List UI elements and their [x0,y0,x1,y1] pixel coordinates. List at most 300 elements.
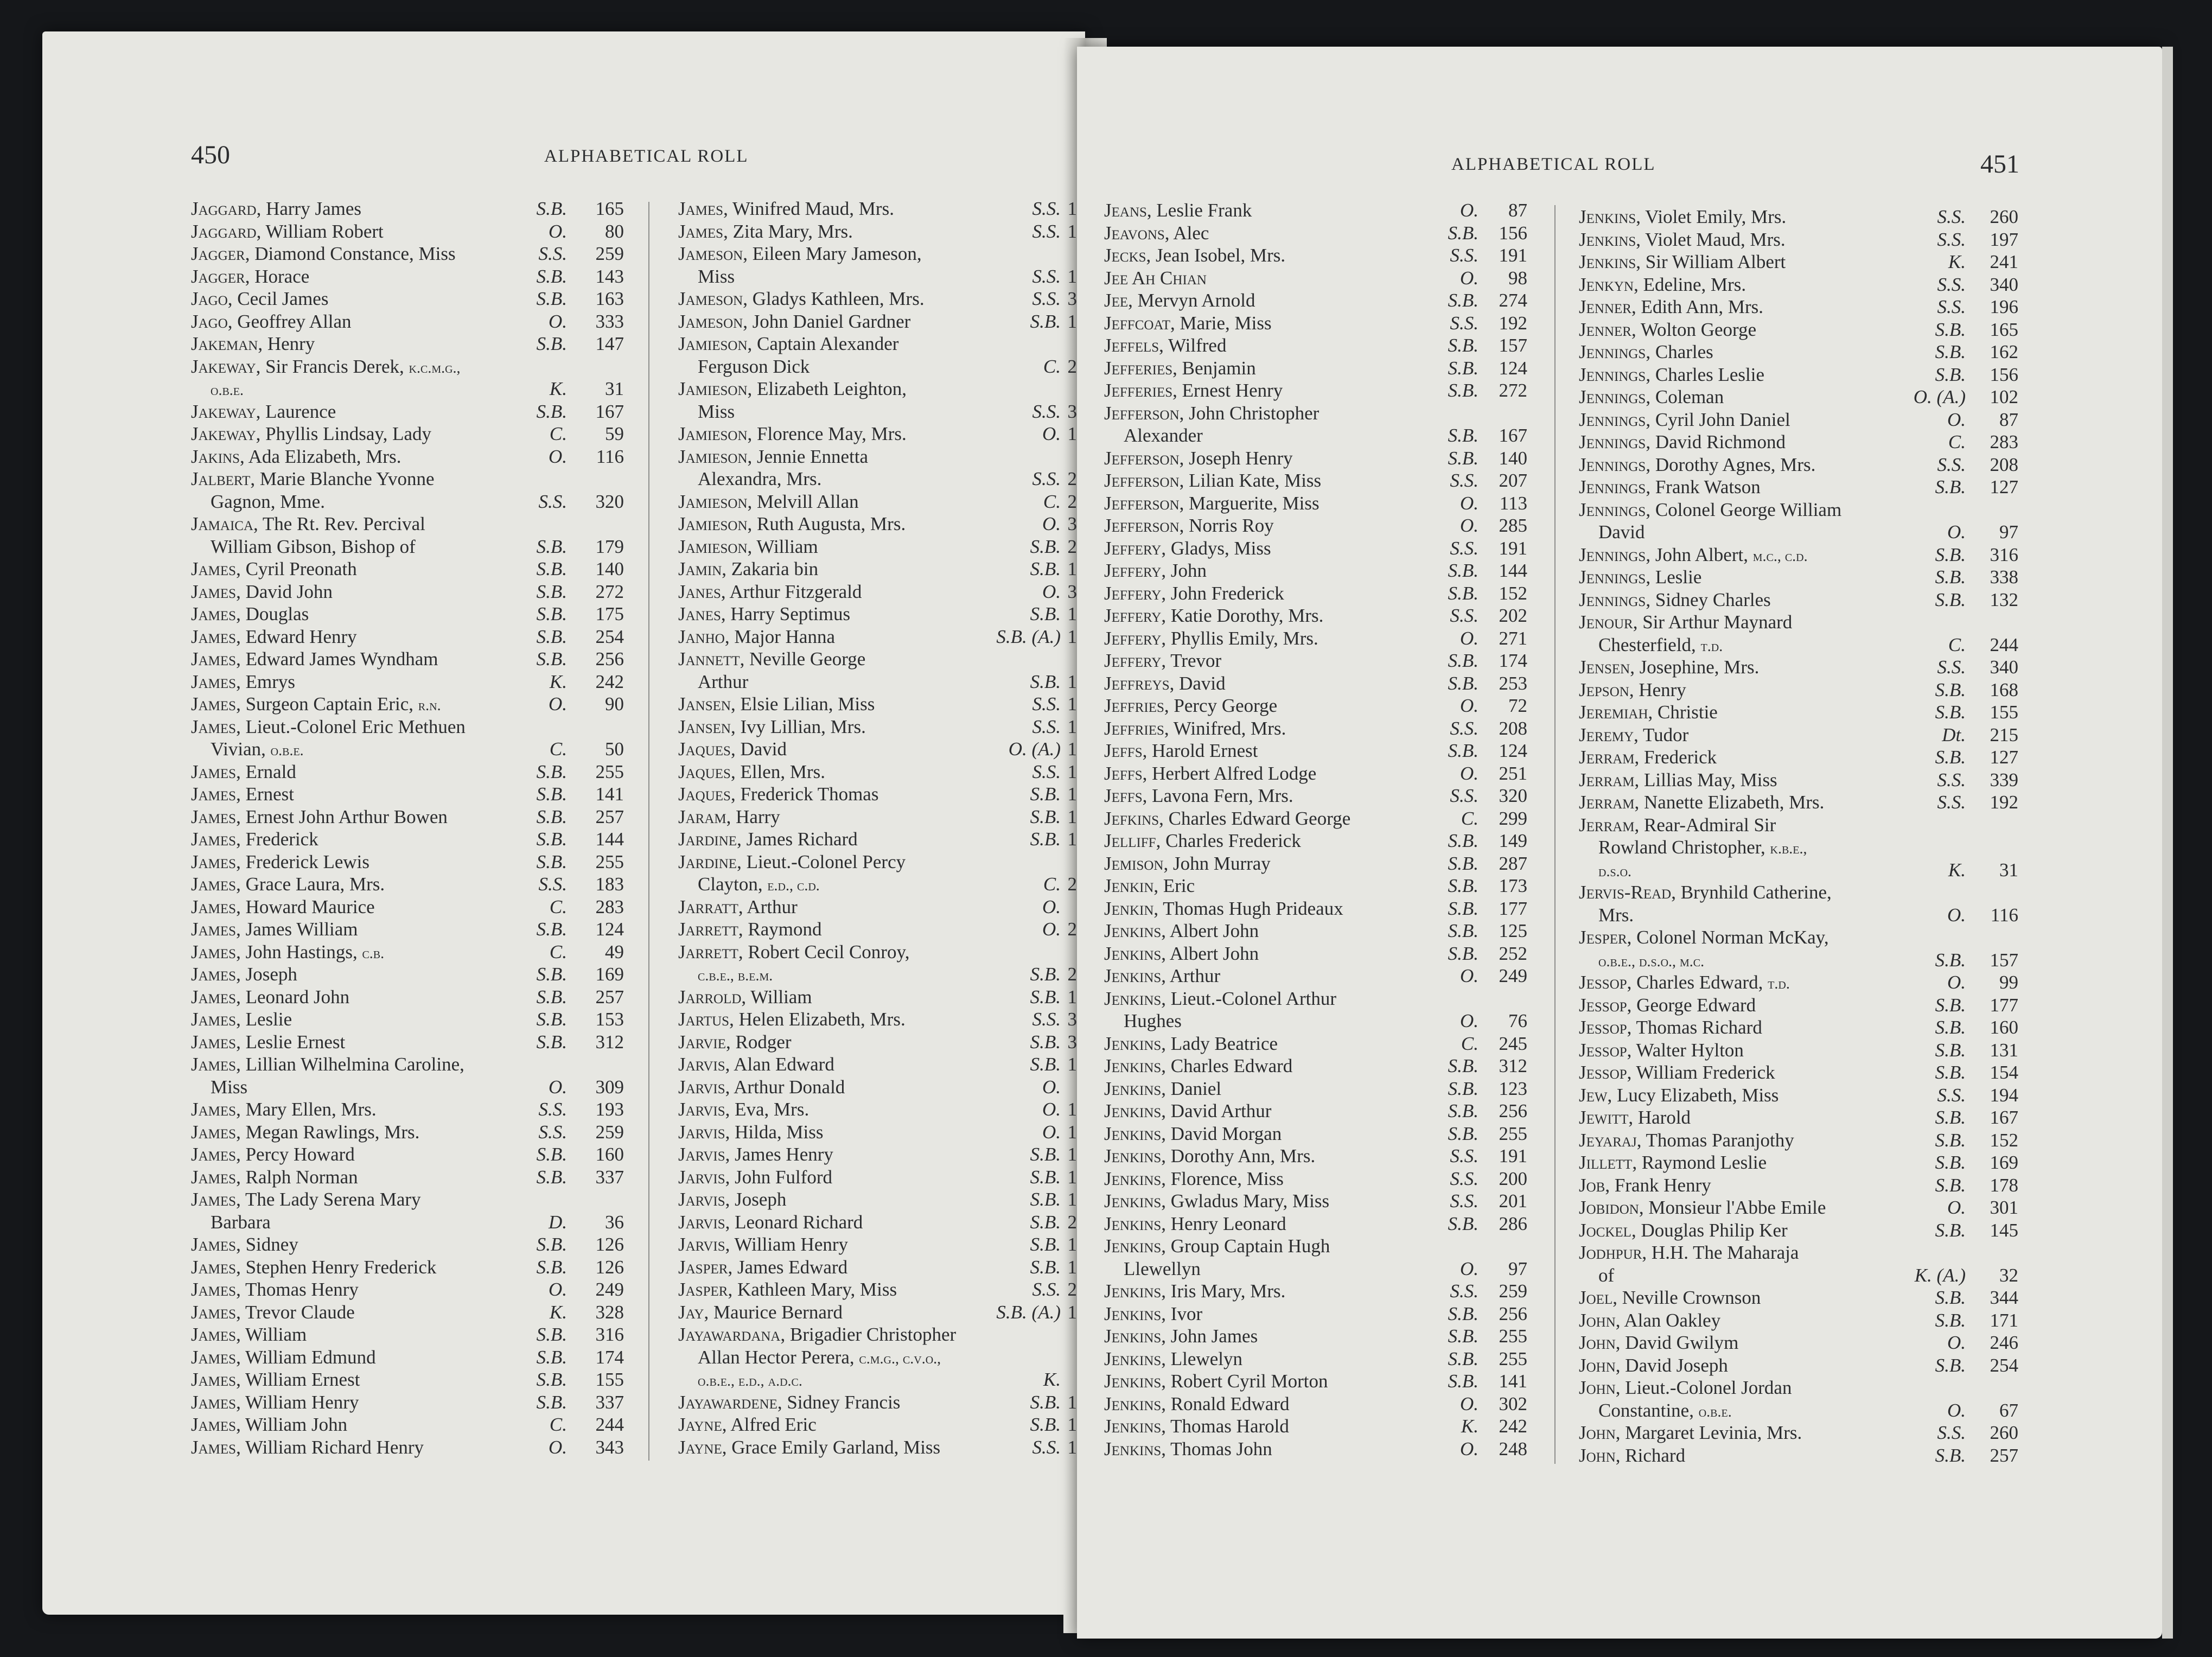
surname: Jenkins [1104,1280,1162,1302]
roll-entry [1579,431,2018,454]
surname: Jefkins [1104,807,1159,829]
given-names: , Jennie Ennetta [747,445,869,467]
roll-entry [1104,740,1527,763]
page-reference: 2 [1067,355,1077,377]
entry-name [191,401,336,423]
entry-name [1104,1438,1272,1460]
roll-entry [191,378,624,401]
class-code: O. [1459,200,1478,221]
honours: o.b.e., d.s.o., m.c. [1598,953,1705,970]
page-reference: 169 [595,964,624,985]
page-reference: 191 [1499,1145,1527,1167]
roll-entry [191,626,624,649]
surname: Jeremy [1579,724,1634,745]
entry-name [698,468,821,490]
given-names: , John [1161,560,1207,581]
surname: Jarvis [678,1144,725,1165]
page-reference: 160 [595,1144,624,1165]
roll-entry [1579,1265,2018,1288]
given-names: , Frederick [236,828,318,850]
entry-name [1579,657,1759,678]
class-code: O. [1947,521,1966,543]
given-names: , William [236,1324,307,1345]
class-code: S.B. [1030,1031,1061,1053]
entry-name [1104,920,1259,942]
class-code: S.B. [1030,1391,1061,1413]
page-reference: 197 [1990,228,2018,250]
surname: James [191,806,237,827]
surname: James [191,1369,237,1390]
entry-name [1104,1123,1282,1145]
surname: Jecks [1104,245,1146,266]
page-reference: 1 [1067,1054,1077,1075]
page-reference: 1 [1067,198,1077,219]
given-names: , William John [236,1414,348,1435]
given-names: , Hilda, Miss [725,1121,824,1143]
class-code: S.S. [1937,206,1966,227]
given-names: , Cyril John Daniel [1646,409,1790,430]
surname: Jeffs [1104,740,1143,761]
entry-name [1104,718,1286,740]
given-names: , Daniel [1161,1078,1222,1099]
entry-name [678,941,909,963]
page-reference: 343 [595,1436,624,1458]
surname: Jew [1579,1084,1608,1106]
page-reference: 67 [1999,1399,2018,1421]
entry-name [1104,1416,1289,1437]
entry-name [1579,206,1786,228]
given-names: of [1598,1264,1615,1286]
class-code: S.B. [1030,1054,1061,1075]
class-code: S.B. [536,1166,567,1188]
given-names: , Walter Hylton [1627,1039,1744,1061]
class-code: S.B. [1448,1213,1478,1234]
class-code: S.S. [538,490,567,512]
given-names: , David Gwilym [1615,1332,1739,1353]
surname: Jenkins [1104,1033,1162,1054]
roll-entry [191,1324,624,1347]
roll-entry [1579,566,2018,589]
entry-name [678,1099,809,1120]
entry-name [1598,1400,1732,1422]
surname: James [191,1054,237,1075]
given-names: , Frederick Lewis [236,851,369,872]
entry-name [1104,1078,1221,1100]
roll-entry [678,1279,1077,1302]
class-code: S.B. [536,851,567,872]
given-names: , William Robert [256,220,384,242]
class-code: S.B. [1030,1256,1061,1278]
given-names: , Thomas John [1161,1438,1272,1460]
given-names: , Raymond Leslie [1632,1152,1767,1173]
class-code: S.S. [538,243,567,264]
roll-entry [678,243,1077,266]
given-names: , Trevor Claude [236,1301,355,1323]
roll-entry [191,986,624,1009]
surname: Jayawardene [678,1391,777,1413]
given-names: , Violet Maud, Mrs. [1636,228,1786,250]
given-names: , Harry Septimus [721,603,851,624]
roll-entry [191,1054,624,1076]
surname: Jeffery [1104,605,1162,626]
roll-entry [1579,1175,2018,1197]
surname: John [1579,1332,1616,1353]
page-reference: 1 [1067,1166,1077,1188]
given-names: , Dorothy Ann, Mrs. [1161,1145,1316,1167]
class-code: S.B. [1030,536,1061,557]
surname: Jasper [678,1279,728,1300]
given-names: , Charles Edward, [1627,972,1768,993]
left-page-column-2 [678,198,1077,1459]
roll-entry [1579,927,2018,949]
roll-entry [1104,718,1527,741]
page-reference: 260 [1990,206,2018,227]
roll-entry [191,446,624,469]
entry-name [191,356,461,378]
class-code: S.B. [1935,702,1966,723]
class-code: S.S. [1032,1279,1061,1300]
class-code: S.B. (A.) [996,626,1061,647]
entry-name [191,1302,355,1323]
entry-name [678,423,907,445]
surname: Jakeway [191,355,256,377]
class-code: S.B. [1935,1219,1966,1241]
entry-name [678,603,850,625]
class-code: S.B. [1030,1414,1061,1435]
page-reference: 3 [1067,400,1077,422]
entry-name [1104,560,1207,582]
roll-entry [1579,296,2018,319]
given-names: , David Joseph [1615,1354,1728,1376]
surname: John [1579,1377,1616,1398]
page-reference: 123 [1499,1078,1527,1099]
page-reference: 244 [595,1414,624,1435]
entry-name [1579,454,1815,476]
given-names: , Frank Watson [1646,476,1761,498]
given-names: Gagnon, Mme. [211,490,325,512]
roll-entry [1104,1393,1527,1416]
entry-name [191,806,448,828]
entry-name [678,761,825,783]
surname: Jessop [1579,1062,1627,1083]
given-names: , Brigadier Christopher [780,1324,957,1345]
surname: Jakins [191,445,240,467]
roll-entry [1104,1371,1527,1393]
page-reference: 259 [595,243,624,264]
class-code: S.B. [1935,1309,1966,1331]
entry-name [1579,544,1808,566]
roll-entry [1104,200,1527,222]
roll-entry [191,1369,624,1392]
entry-name [678,919,821,940]
class-code: S.B. [1935,1107,1966,1128]
roll-entry [678,671,1077,694]
roll-entry [678,874,1077,896]
page-reference: 299 [1499,807,1527,829]
given-names: , Henry Leonard [1161,1213,1286,1234]
roll-entry [1579,1062,2018,1085]
page-reference: 124 [1499,740,1527,761]
honours: r.n. [418,697,441,714]
given-names: , Horace [245,265,310,287]
given-names: , Douglas [236,603,309,624]
page-reference: 49 [605,941,624,963]
given-names: , James William [236,919,358,940]
given-names: , John Daniel Gardner [743,310,911,332]
given-names: , John Christopher [1179,402,1319,424]
page-reference: 246 [1990,1332,2018,1353]
given-names: , Norris Roy [1179,515,1274,536]
roll-entry [678,1369,1077,1392]
surname: Jennings [1579,386,1646,407]
surname: Jayawardana [678,1324,781,1345]
roll-entry [191,783,624,806]
surname: Jarvis [678,1234,725,1255]
given-names: , Elizabeth Leighton, [747,378,907,399]
class-code: O. [1042,896,1061,917]
roll-entry [678,356,1077,379]
roll-entry [1104,673,1527,696]
surname: Jaques [678,761,731,782]
page-reference: 241 [1990,251,2018,272]
given-names: Vivian, [211,738,271,760]
roll-entry [678,1347,1077,1369]
roll-entry [191,761,624,784]
surname: James [191,626,237,647]
honours: o.b.e. [211,382,244,399]
class-code: K. [549,1301,567,1323]
surname: Jaggard [191,198,257,219]
class-code: S.B. [1935,1129,1966,1151]
roll-entry [1104,1100,1527,1123]
class-code: O. [1947,972,1966,993]
page-reference: 87 [1999,409,2018,430]
roll-entry [1579,657,2018,679]
given-names: , Raymond [738,919,822,940]
page-reference: 97 [1999,521,2018,543]
surname: Jenkin [1104,875,1154,896]
page-reference: 155 [595,1369,624,1390]
given-names: , Geoffrey Allan [227,310,352,332]
given-names: , Lieut.-Colonel Jordan [1615,1377,1792,1398]
entry-name [698,266,735,288]
roll-entry [678,333,1077,356]
entry-name [1598,904,1634,926]
class-code: S.B. [536,783,567,805]
page-reference: 252 [1499,942,1527,964]
given-names: , Zakaria bin [722,558,819,579]
given-names: , Charles Edward [1161,1055,1293,1076]
surname: James [191,1234,237,1255]
class-code: O. [1947,1197,1966,1218]
given-names: , Arthur Fitzgerald [721,581,862,602]
given-names: , Harry James [256,198,361,219]
class-code: O. [1042,1076,1061,1098]
page-reference: 127 [1990,747,2018,768]
page-reference: 1 [1067,423,1077,444]
given-names: , William Henry [236,1391,359,1413]
roll-entry [678,648,1077,671]
page-reference: 183 [595,874,624,895]
entry-name [191,1121,419,1143]
given-names: , Violet Emily, Mrs. [1636,206,1787,227]
entry-name [678,536,818,558]
entry-name [191,828,318,850]
page-reference: 124 [595,919,624,940]
given-names: , William Ernest [236,1369,360,1390]
surname: James [191,874,237,895]
given-names: , Lavona Fern, Mrs. [1142,785,1293,806]
page-reference: 272 [595,581,624,602]
class-code: S.B. [1935,679,1966,700]
page-reference: 340 [1990,657,2018,678]
roll-entry [1104,380,1527,403]
page-reference: 162 [1990,341,2018,362]
page-reference: 3 [1067,513,1077,534]
entry-name [1579,229,1786,251]
page-reference: 242 [1499,1416,1527,1437]
surname: Jeffs [1104,762,1143,784]
class-code: S.B. [536,581,567,602]
class-code: S.S. [1937,1084,1966,1106]
surname: Jessop [1579,994,1627,1016]
roll-entry [191,1279,624,1302]
page-reference: 1 [1067,603,1077,624]
page-reference: 256 [1499,1100,1527,1121]
entry-name [1579,1287,1761,1309]
roll-entry [191,1099,624,1121]
roll-entry [191,603,624,626]
page-reference: 255 [595,761,624,782]
class-code: S.B. [536,648,567,670]
surname: James [191,896,237,917]
page-reference: 1 [1067,220,1077,242]
page-reference: 309 [595,1076,624,1098]
entry-name [191,446,401,468]
page-reference: 249 [1499,965,1527,986]
given-names: , Eileen Mary Jameson, [743,243,922,264]
entry-name [1124,1010,1182,1032]
class-code: S.B. [536,761,567,782]
entry-name [1579,1422,1802,1444]
given-names: , David [730,738,787,760]
roll-entry [1104,965,1527,988]
entry-name [698,356,809,378]
class-code: S.S. [538,1121,567,1143]
roll-entry [191,1031,624,1054]
page-reference: 283 [595,896,624,917]
surname: James [191,1166,237,1188]
roll-entry [678,896,1077,919]
entry-name [1579,972,1790,993]
surname: Jasper [678,1256,728,1278]
roll-entry [678,558,1077,581]
roll-entry [1579,589,2018,612]
class-code: S.B. [1935,566,1966,588]
page-reference: 179 [595,536,624,557]
page-reference: 167 [1990,1107,2018,1128]
roll-entry [678,1144,1077,1167]
entry-name [678,1167,832,1188]
page-reference: 1 [1067,986,1077,1008]
page-reference: 167 [595,400,624,422]
given-names: , Ernest Henry [1172,380,1283,401]
roll-entry [678,986,1077,1009]
class-code: S.B. [1030,603,1061,624]
surname: James [191,986,237,1008]
roll-entry [191,874,624,896]
page-reference: 316 [1990,544,2018,565]
class-code: S.S. [1032,693,1061,715]
roll-entry [1104,222,1527,245]
page-reference: 1 [1067,310,1077,332]
entry-name [191,333,315,355]
entry-name [1104,222,1209,244]
given-names: , Phyllis Emily, Mrs. [1161,627,1318,649]
page-reference: 2 [1067,874,1077,895]
entry-name [678,1414,817,1436]
surname: Jenkins [1104,920,1162,941]
given-names: , Sidney [236,1234,298,1255]
given-names: , Colonel George William [1646,499,1842,520]
class-code: S.B. [1935,1062,1966,1083]
surname: Jarvis [678,1189,725,1210]
entry-name [1104,538,1271,559]
entry-name [191,1234,298,1256]
page-reference: 202 [1499,605,1527,626]
entry-name [1104,1168,1284,1190]
roll-entry [1579,319,2018,342]
given-names: , Thomas Paranjothy [1636,1129,1794,1151]
entry-name [1104,200,1252,221]
roll-entry [1104,313,1527,335]
given-names: , Group Captain Hugh [1161,1235,1330,1257]
roll-entry [1579,1130,2018,1152]
class-code: O. [548,445,567,467]
class-code: S.S. [1032,288,1061,309]
class-code: S.B. [536,1256,567,1278]
given-names: , John Albert, [1646,544,1753,565]
given-names: Constantine, [1598,1399,1699,1421]
entry-name [678,986,812,1008]
surname: Jakeman [191,333,258,354]
surname: James [191,1121,237,1143]
page-reference: 144 [1499,560,1527,581]
surname: Jago [191,288,228,309]
class-code: S.B. [1935,476,1966,498]
given-names: Alexander [1124,425,1203,446]
class-code: S.S. [1450,1168,1478,1189]
page-reference: 1 [1067,783,1077,805]
given-names: , William Edmund [236,1346,376,1368]
surname: James [191,964,237,985]
class-code: S.B. [1448,1078,1478,1099]
class-code: S.B. [1935,1174,1966,1196]
entry-name [678,311,910,333]
surname: James [191,1414,237,1435]
page-reference: 1 [1067,693,1077,715]
class-code: O. [1042,581,1061,602]
class-code: S.B. [536,1369,567,1390]
roll-entry [1104,1010,1527,1033]
class-code: S.S. [1032,1009,1061,1030]
entry-name [1104,785,1293,807]
surname: James [191,851,237,872]
page-reference: 157 [1990,949,2018,971]
roll-entry [1104,988,1527,1011]
entry-name [678,1031,792,1053]
page-reference: 192 [1499,312,1527,334]
